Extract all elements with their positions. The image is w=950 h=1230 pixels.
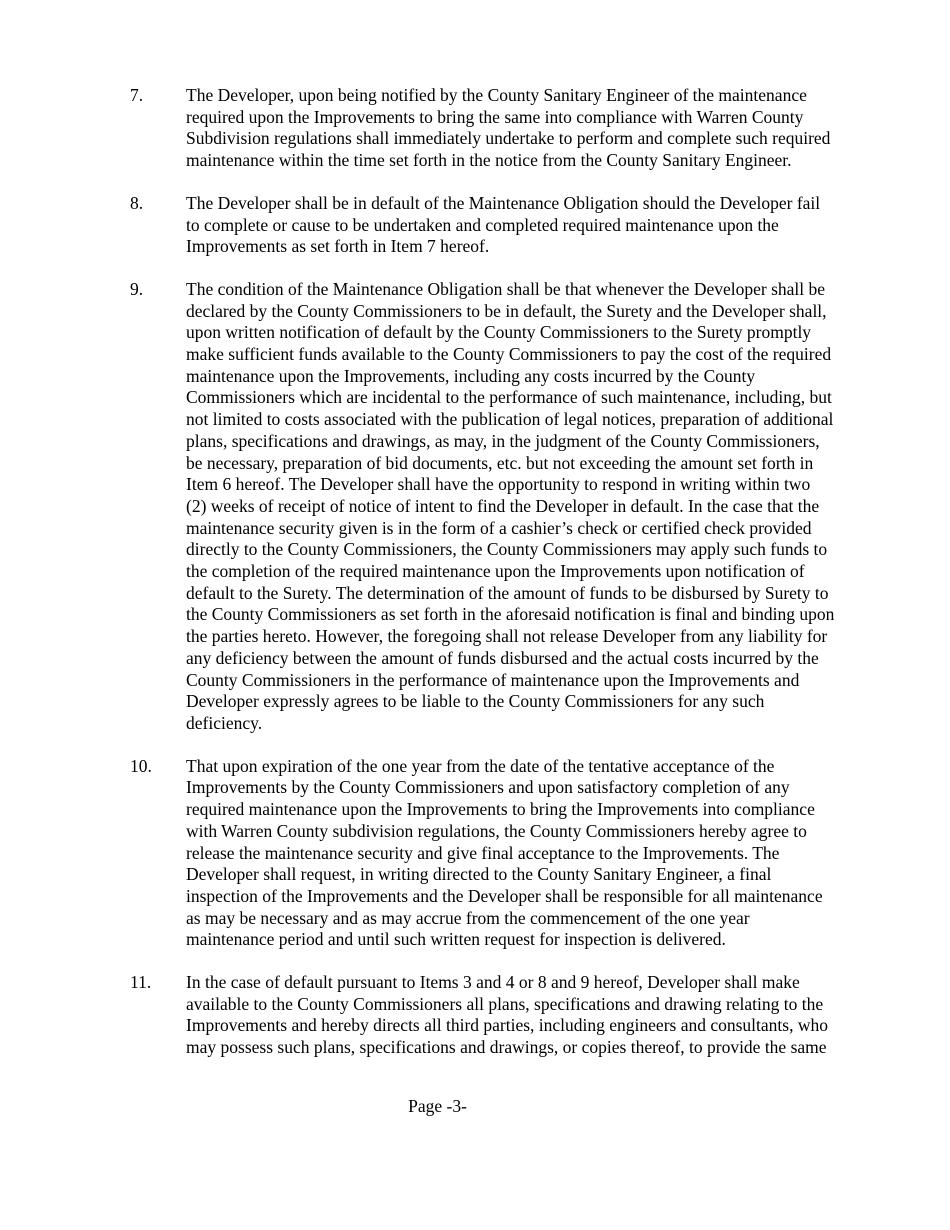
clause-item [130, 756, 880, 951]
clause-item [130, 279, 880, 735]
clause-text: The condition of the Maintenance Obligation shall be that whenever the Developer shall be declared by the County Commissioners to be in default, the Surety and the Developer shall, upon written notification of default by the County Commissioners to the Surety promptly make sufficient funds available to the County Commissioners to pay the cost of the required maintenance upon the Improvements, including any costs incurred by the County Commissioners which are incidental to the performance of such maintenance, including, but not limited to costs associated with the publication of legal notices, preparation of additional plans, specifications and drawings, as may, in the judgment of the County Commissioners, be necessary, preparation of bid documents, etc. but not exceeding the amount set forth in Item 6 hereof. The Developer shall have the opportunity to respond in writing within two (2) weeks of receipt of notice of intent to find the Developer in default. In the case that the maintenance security given is in the form of a cashier’s check or certified check provided directly to the County Commissioners, the County Commissioners may apply such funds to the completion of the required maintenance upon the Improvements upon notification of default to the Surety. The determination of the amount of funds to be disbursed by Surety to the County Commissioners as set forth in the aforesaid notification is final and binding upon the parties hereto. However, the foregoing shall not release Developer from any liability for any deficiency between the amount of funds disbursed and the actual costs incurred by the County Commissioners in the performance of maintenance upon the Improvements and Developer expressly agrees to be liable to the County Commissioners for any such deficiency. [186, 278, 835, 733]
clause-text: In the case of default pursuant to Items 3 and 4 or 8 and 9 hereof, Developer shall make available to the County Commissioners all plans, specifications and drawing relating to the Improvements and hereby directs all third parties, including engineers and consultants, who may possess such plans, specifications and drawings, or copies thereof, to provide the same [186, 972, 828, 1058]
clause-text: The Developer shall be in default of the Maintenance Obligation should the Developer fail to complete or cause to be undertaken and completed required maintenance upon the Improvements as set forth in Item 7 hereof. [186, 192, 821, 257]
page-number-footer: Page -3- [408, 1096, 467, 1116]
clause-item [130, 85, 880, 172]
clause-text: That upon expiration of the one year from the date of the tentative acceptance of the Improvements by the County Commissioners and upon satisfactory completion of any required maintenance upon the Improvements to bring the Improvements into compliance with Warren County subdivision regulations, the County Commissioners hereby agree to release the maintenance security and give final acceptance to the Improvements. The Developer shall request, in writing directed to the County Sanitary Engineer, a final inspection of the Improvements and the Developer shall be responsible for all maintenance as may be necessary and as may accrue from the commencement of the one year maintenance period and until such written request for inspection is delivered. [186, 755, 823, 950]
clause-number: 11. [130, 972, 152, 993]
clause-number: 10. [130, 755, 152, 776]
clause-item [130, 972, 880, 1059]
clause-text: The Developer, upon being notified by the County Sanitary Engineer of the maintenance required upon the Improvements to bring the same into compliance with Warren County Subdivision regulations shall immediately undertake to perform and complete such required maintenance within the time set forth in the notice from the County Sanitary Engineer. [186, 85, 831, 171]
clause-number: 8. [130, 192, 144, 213]
numbered-clause-list [130, 85, 880, 1080]
clause-item [130, 193, 880, 258]
clause-number: 7. [130, 85, 144, 105]
clause-number: 9. [130, 278, 144, 299]
